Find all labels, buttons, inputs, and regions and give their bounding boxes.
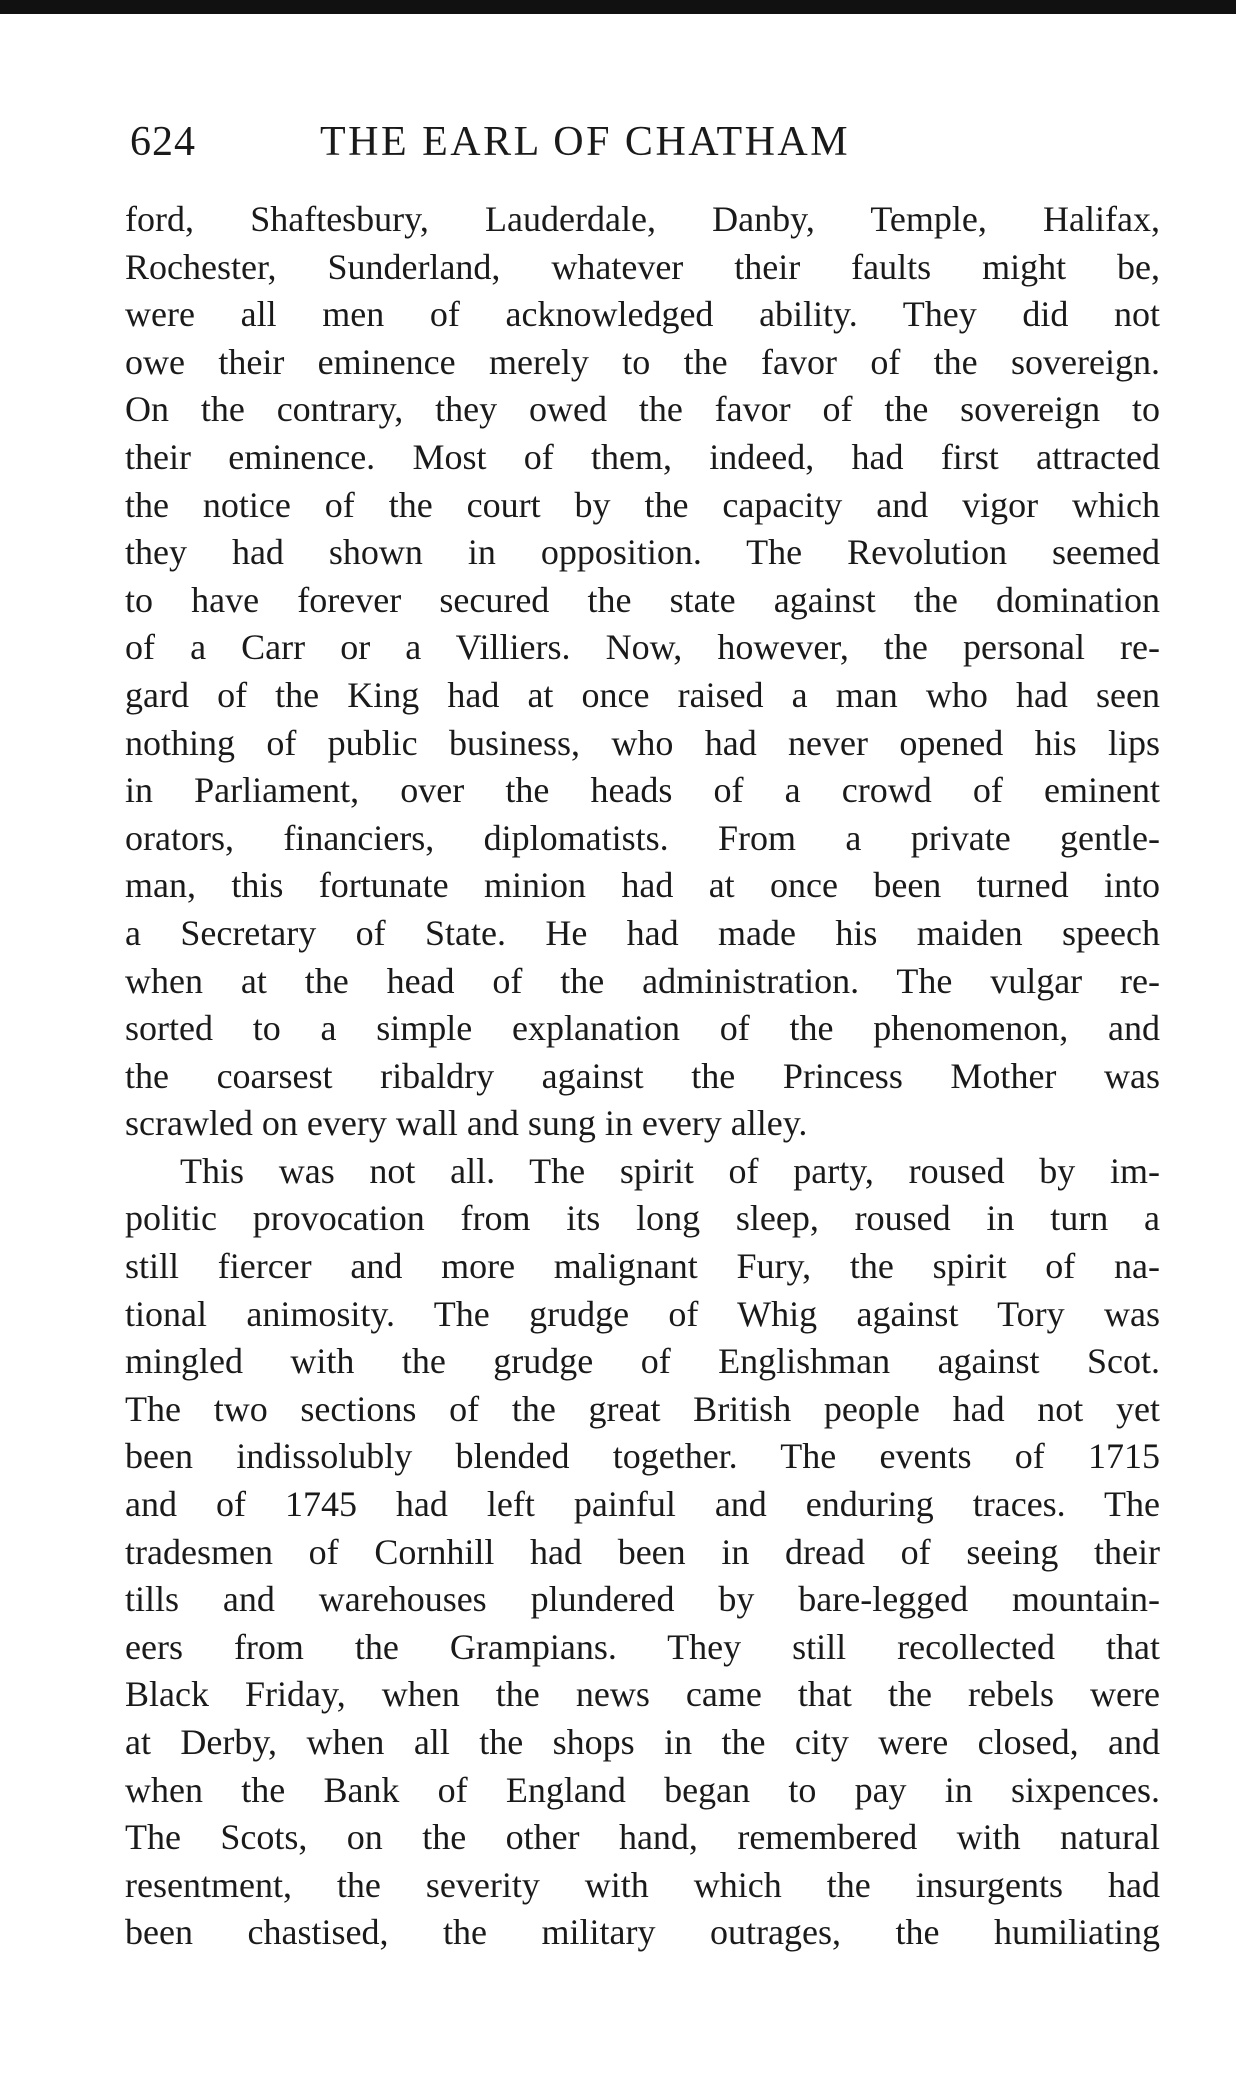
top-border-rule <box>0 0 1236 14</box>
text-line: gard of the King had at once raised a man who had seen <box>125 674 1160 715</box>
page-header <box>130 112 1170 172</box>
text-line: man, this fortunate minion had at once been turned into <box>125 865 1160 906</box>
text-line: mingled with the grudge of Englishman against Scot. <box>125 1341 1160 1382</box>
text-line: still fiercer and more malignant Fury, the spirit of na- <box>125 1246 1160 1287</box>
paragraph-last-line: scrawled on every wall and sung in every alley. <box>125 1103 808 1144</box>
text-line: nothing of public business, who had never opened his lips <box>125 722 1160 763</box>
page-number: 624 <box>130 119 196 165</box>
text-line: tills and warehouses plundered by bare-legged mountain- <box>125 1579 1160 1620</box>
text-line: ford, Shaftesbury, Lauderdale, Danby, Temple, Halifax, <box>125 199 1160 239</box>
text-line: orators, financiers, diplomatists. From a private gentle- <box>125 817 1160 858</box>
text-line: were all men of acknowledged ability. They did not <box>125 294 1160 335</box>
text-line: eers from the Grampians. They still recollected that <box>125 1626 1160 1667</box>
text-line: politic provocation from its long sleep, roused in turn a <box>125 1198 1160 1239</box>
text-line: of a Carr or a Villiers. Now, however, the personal re- <box>125 627 1160 668</box>
paragraph-first-line: This was not all. The spirit of party, roused by im- <box>180 1150 1160 1191</box>
text-line: Rochester, Sunderland, whatever their faults might be, <box>125 246 1160 287</box>
text-line: a Secretary of State. He had made his maiden speech <box>125 912 1160 953</box>
text-line: in Parliament, over the heads of a crowd of eminent <box>125 770 1160 811</box>
text-line: Black Friday, when the news came that the rebels were <box>125 1674 1160 1715</box>
text-line: when at the head of the administration. The vulgar re- <box>125 960 1160 1001</box>
text-line: owe their eminence merely to the favor of the sovereign. <box>125 341 1160 382</box>
text-line: The Scots, on the other hand, remembered with natural <box>125 1817 1160 1858</box>
text-line: the notice of the court by the capacity and vigor which <box>125 484 1160 525</box>
text-line: tradesmen of Cornhill had been in dread of seeing their <box>125 1531 1160 1572</box>
text-line: to have forever secured the state against the domination <box>125 579 1160 620</box>
text-line: been indissolubly blended together. The events of 1715 <box>125 1436 1160 1477</box>
text-line: The two sections of the great British people had not yet <box>125 1388 1160 1429</box>
text-line: and of 1745 had left painful and enduring traces. The <box>125 1484 1160 1525</box>
text-line: sorted to a simple explanation of the phenomenon, and <box>125 1008 1160 1049</box>
text-line: the coarsest ribaldry against the Princess Mother was <box>125 1055 1160 1096</box>
text-line: resentment, the severity with which the insurgents had <box>125 1864 1160 1905</box>
text-line: at Derby, when all the shops in the city were closed, and <box>125 1722 1160 1762</box>
text-line: their eminence. Most of them, indeed, had first attracted <box>125 436 1160 477</box>
body-text <box>125 196 1160 1957</box>
text-line: when the Bank of England began to pay in sixpences. <box>125 1769 1160 1810</box>
text-line: been chastised, the military outrages, the humiliating <box>125 1912 1160 1953</box>
text-line: they had shown in opposition. The Revolution seemed <box>125 532 1160 573</box>
running-title: THE EARL OF CHATHAM <box>320 119 851 165</box>
text-line: On the contrary, they owed the favor of the sovereign to <box>125 389 1160 430</box>
text-line: tional animosity. The grudge of Whig against Tory was <box>125 1293 1160 1334</box>
